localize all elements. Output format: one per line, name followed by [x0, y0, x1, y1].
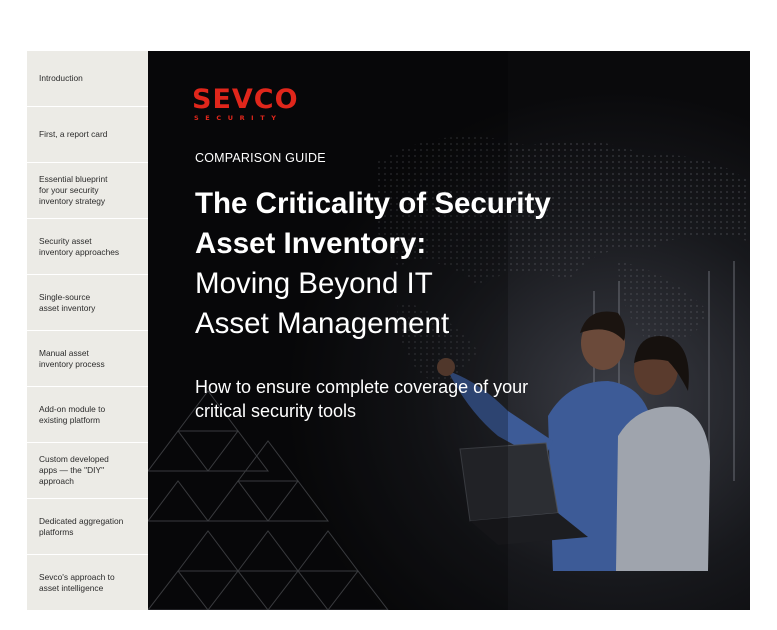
sidebar-item-sevco-approach[interactable]	[27, 555, 148, 610]
sidebar-item-add-on-module[interactable]	[27, 387, 148, 443]
sidebar-item-manual-process[interactable]	[27, 331, 148, 387]
sidebar-item-aggregation-platforms[interactable]	[27, 499, 148, 555]
title-line: Moving Beyond IT	[195, 267, 433, 300]
logo-wordmark: SEVCO	[192, 84, 299, 115]
sidebar-item-label: Single-source asset inventory	[39, 291, 96, 313]
sidebar-item-label: Essential blueprint for your security inventory strategy	[39, 174, 108, 206]
sevco-logo	[192, 84, 299, 126]
table-of-contents-sidebar	[27, 51, 148, 610]
sidebar-item-inventory-approaches[interactable]	[27, 219, 148, 275]
sidebar-item-label: First, a report card	[39, 129, 108, 139]
sidebar-item-label: Add-on module to existing platform	[39, 403, 106, 425]
sidebar-item-label: Manual asset inventory process	[39, 347, 105, 369]
sidebar-item-essential-blueprint[interactable]	[27, 163, 148, 219]
sidebar-item-report-card[interactable]	[27, 107, 148, 163]
sidebar-item-label: Custom developed apps — the "DIY" approach	[39, 454, 109, 486]
sidebar-item-introduction[interactable]	[27, 51, 148, 107]
cover-page	[148, 51, 750, 610]
sidebar-item-label: Introduction	[39, 73, 83, 83]
cover-title	[195, 184, 615, 344]
sidebar-item-single-source[interactable]	[27, 275, 148, 331]
title-line: Asset Management	[195, 307, 450, 340]
document-type-label: COMPARISON GUIDE	[195, 151, 326, 165]
sidebar-item-custom-apps[interactable]	[27, 443, 148, 499]
logo-tagline: SECURITY	[194, 114, 283, 122]
sidebar-item-label: Dedicated aggregation platforms	[39, 515, 124, 537]
sidebar-item-label: Security asset inventory approaches	[39, 235, 120, 257]
cover-subtitle: How to ensure complete coverage of your critical security tools	[195, 377, 529, 421]
title-line: The Criticality of Security	[195, 187, 551, 220]
title-line: Asset Inventory:	[195, 227, 427, 260]
sidebar-item-label: Sevco's approach to asset intelligence	[39, 571, 115, 593]
